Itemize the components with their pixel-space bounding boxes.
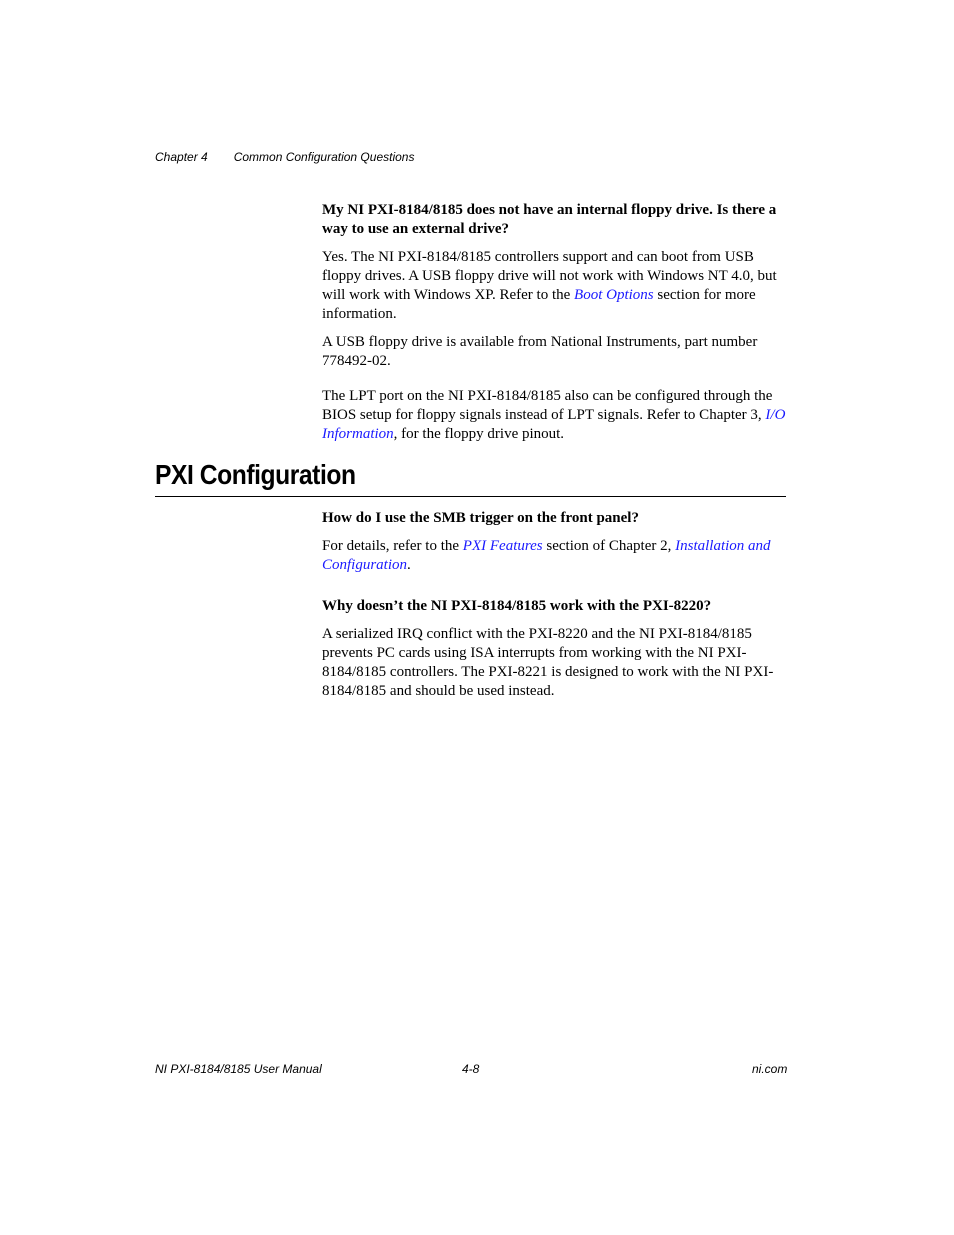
header-chapter: Chapter 4 <box>155 150 208 164</box>
lpt-port-paragraph <box>322 387 792 444</box>
pxi8220-faq <box>322 597 792 710</box>
floppy-faq <box>322 201 792 453</box>
running-header <box>155 150 414 164</box>
installation-configuration-link[interactable]: Installation and Configuration <box>322 538 771 573</box>
lpt-text-2: , for the floppy drive pinout. <box>393 426 565 442</box>
smb-question: How do I use the SMB trigger on the front panel? <box>322 510 639 526</box>
smb-answer-paragraph <box>322 537 792 575</box>
floppy-answer-text-1: Yes. The NI PXI-8184/8185 controllers support and can boot from USB floppy drives. A USB floppy drive will not work with Windows NT 4.0, but will work with Windows XP. Refer to the <box>322 249 777 303</box>
floppy-question: My NI PXI-8184/8185 does not have an internal floppy drive. Is there a way to use an external drive? <box>322 202 777 237</box>
section-divider <box>155 496 786 497</box>
smb-text-1: For details, refer to the <box>322 538 463 554</box>
pxi8220-question: Why doesn’t the NI PXI-8184/8185 work with the PXI-8220? <box>322 598 712 614</box>
lpt-text-1: The LPT port on the NI PXI-8184/8185 also can be configured through the BIOS setup for floppy signals instead of LPT signals. Refer to Chapter 3, <box>322 388 773 423</box>
boot-options-link[interactable]: Boot Options <box>574 287 654 303</box>
smb-text-2: section of Chapter 2, <box>542 538 676 554</box>
footer-website[interactable]: ni.com <box>752 1062 788 1076</box>
smb-text-3: . <box>407 557 411 573</box>
smb-faq <box>322 509 792 584</box>
header-chapter-title: Common Configuration Questions <box>233 150 415 164</box>
section-heading: PXI Configuration <box>155 459 356 490</box>
footer-manual-title: NI PXI-8184/8185 User Manual <box>155 1062 322 1076</box>
floppy-answer-paragraph <box>322 248 792 324</box>
floppy-part-number-paragraph: A USB floppy drive is available from National Instruments, part number 778492-02. <box>322 334 758 369</box>
io-information-link[interactable]: I/O Information <box>322 407 786 442</box>
footer-page-number: 4-8 <box>462 1062 480 1076</box>
floppy-answer-text-2: section for more information. <box>322 287 756 322</box>
pxi8220-answer-paragraph: A serialized IRQ conflict with the PXI-8220 and the NI PXI-8184/8185 prevents PC cards using ISA interrupts from working with the NI PXI-8184/8185 controllers. The PXI-8221 is designed to work with the NI PXI-8184/8185 and should be used instead. <box>322 626 774 699</box>
pxi-features-link[interactable]: PXI Features <box>462 538 543 554</box>
